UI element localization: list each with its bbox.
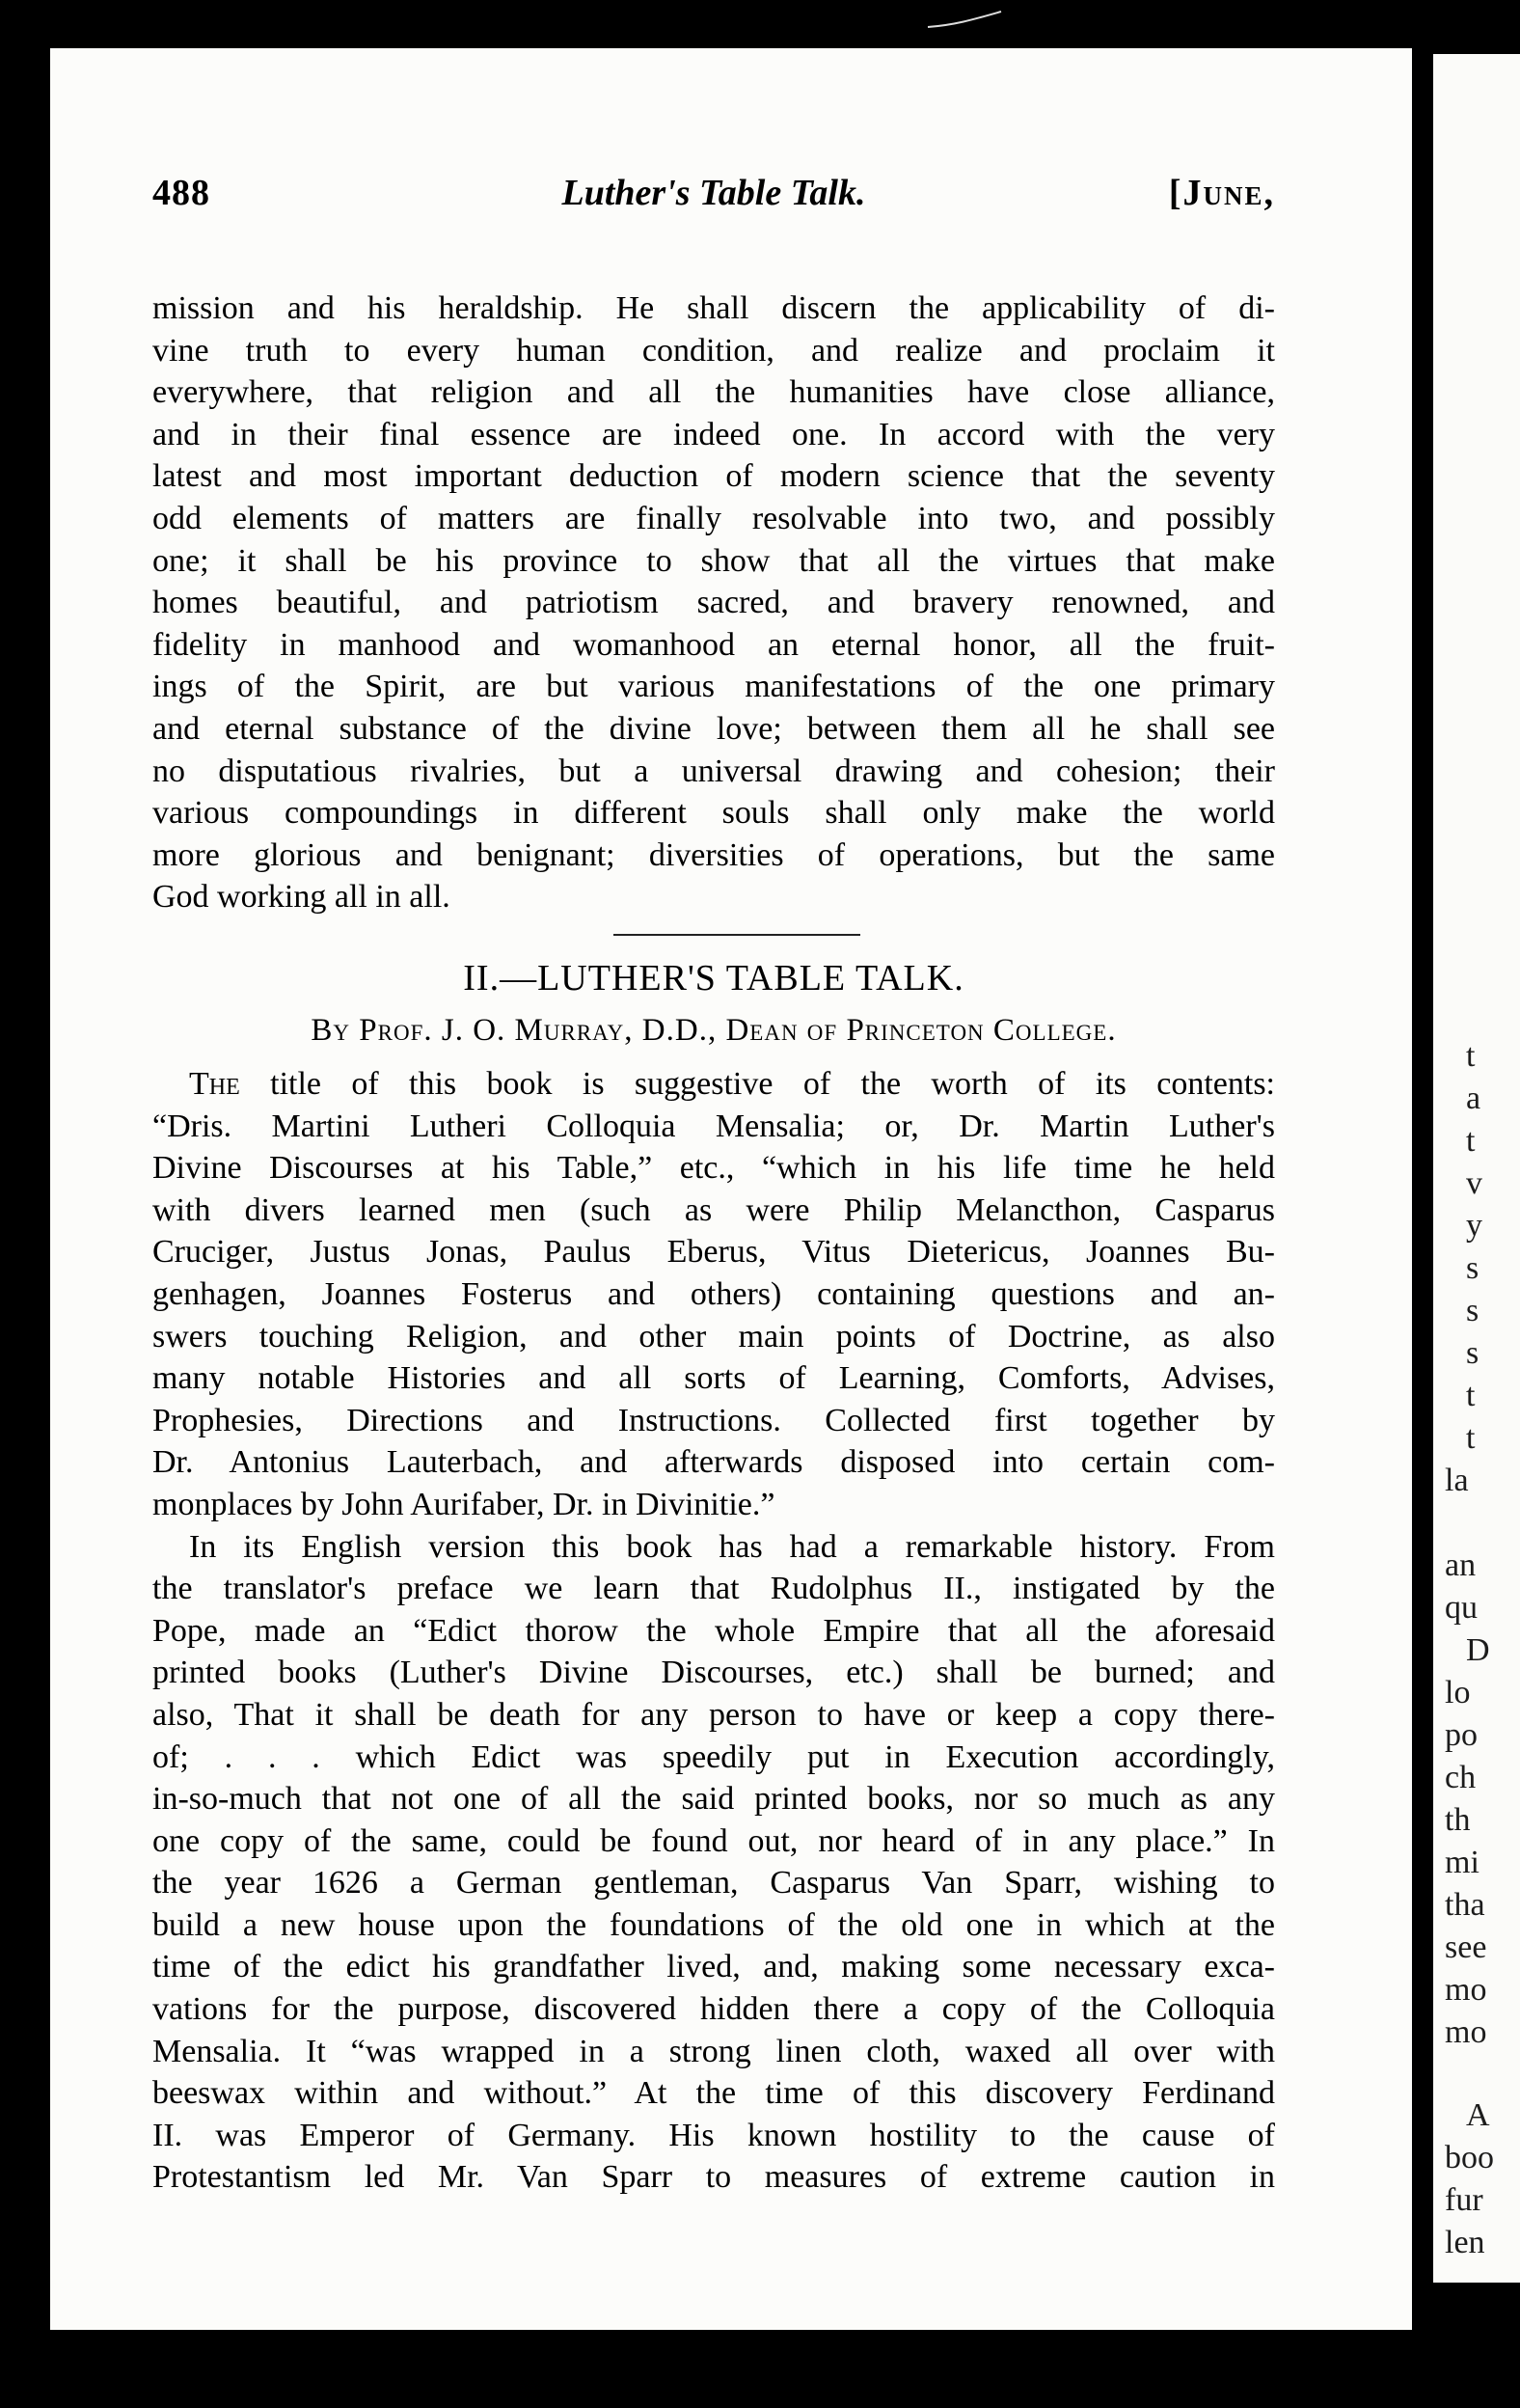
text-line: homes beautiful, and patriotism sacred, and bravery renowned, and (152, 585, 1275, 621)
next-page-fragment: po (1445, 1717, 1478, 1753)
next-page-fragment: ch (1445, 1760, 1477, 1795)
running-month: [June, (1168, 173, 1275, 213)
text-line: beeswax within and without.” At the time of this discovery Ferdinand (152, 2075, 1275, 2112)
text-line: Dr. Antonius Lauterbach, and afterwards disposed into certain com- (152, 1444, 1275, 1481)
text-line: everywhere, that religion and all the humanities have close alliance, (152, 374, 1275, 411)
paragraph-1 (152, 287, 1275, 918)
running-title: Luther's Table Talk. (561, 173, 866, 213)
text-line: Mensalia. It “was wrapped in a strong linen cloth, waxed all over with (152, 2033, 1275, 2069)
text-line: ings of the Spirit, are but various manifestations of the one primary (152, 669, 1275, 705)
text-line: Cruciger, Justus Jonas, Paulus Eberus, Vitus Dietericus, Joannes Bu- (152, 1234, 1275, 1271)
next-page-fragment: see (1445, 1929, 1487, 1965)
text-line: and in their final essence are indeed one. In accord with the very (152, 416, 1275, 452)
text-line: Protestantism led Mr. Van Sparr to measures of extreme caution in (152, 2159, 1275, 2196)
text-line: swers touching Religion, and other main points of Doctrine, as also (152, 1318, 1275, 1354)
next-page-fragment: t (1466, 1123, 1476, 1159)
text-line: In its English version this book has had a remarkable history. From (189, 1528, 1275, 1565)
section-title: II.—LUTHER'S TABLE TALK. (463, 958, 964, 999)
text-line: “Dris. Martini Lutheri Colloquia Mensalia; or, Dr. Martin Luther's (152, 1108, 1275, 1144)
text-line: of; . . . which Edict was speedily put in Execution accordingly, (152, 1738, 1275, 1775)
next-page-fragment: A (1466, 2097, 1490, 2133)
next-page-fragment: tha (1445, 1887, 1485, 1923)
paragraph-2-first-line (152, 1063, 1275, 1106)
text-line: odd elements of matters are finally resolvable into two, and possibly (152, 500, 1275, 536)
next-page-fragment: s (1466, 1250, 1479, 1286)
text-line: Prophesies, Directions and Instructions. Collected first together by (152, 1402, 1275, 1438)
next-page-fragment: boo (1445, 2140, 1494, 2175)
next-page-fragment: y (1466, 1208, 1482, 1244)
next-page-edge (1433, 54, 1520, 2283)
first-line-rest: title of this book is suggestive of the worth of its contents: (239, 1066, 1275, 1102)
text-line: and eternal substance of the divine love; between them all he shall see (152, 710, 1275, 747)
next-page-fragment: th (1445, 1802, 1471, 1838)
text-line: Pope, made an “Edict thorow the whole Empire that all the aforesaid (152, 1612, 1275, 1649)
text-line: the translator's preface we learn that Rudolphus II., instigated by the (152, 1571, 1275, 1607)
text-line: in-so-much that not one of all the said printed books, nor so much as any (152, 1781, 1275, 1818)
next-page-fragment: fur (1445, 2182, 1483, 2218)
text-line: one copy of the same, could be found out, nor heard of in any place.” In (152, 1822, 1275, 1859)
text-line: God working all in all. (152, 879, 450, 916)
page-header (152, 172, 1275, 230)
text-line: Divine Discourses at his Table,” etc., “which in his life time he held (152, 1150, 1275, 1187)
next-page-fragment: t (1466, 1378, 1476, 1413)
text-line: mission and his heraldship. He shall discern the applicability of di- (152, 290, 1275, 326)
section-byline: By Prof. J. O. Murray, D.D., Dean of Princeton College. (311, 1013, 1117, 1048)
text-line: various compoundings in different souls shall only make the world (152, 795, 1275, 832)
next-page-fragment: len (1445, 2225, 1485, 2260)
text-line: printed books (Luther's Divine Discourses, etc.) shall be burned; and (152, 1655, 1275, 1691)
page-number: 488 (152, 173, 210, 213)
text-line: many notable Histories and all sorts of Learning, Comforts, Advises, (152, 1360, 1275, 1397)
text-line: more glorious and benignant; diversities of operations, but the same (152, 836, 1275, 873)
next-page-fragment: la (1445, 1463, 1469, 1498)
next-page-fragment: mi (1445, 1845, 1479, 1880)
next-page-fragment: t (1466, 1038, 1476, 1074)
text-line: II. was Emperor of Germany. His known hostility to the cause of (152, 2117, 1275, 2153)
next-page-fragment: s (1466, 1293, 1479, 1328)
next-page-fragment: qu (1445, 1590, 1478, 1626)
text-line: no disputatious rivalries, but a universal drawing and cohesion; their (152, 752, 1275, 789)
section-divider-rule (613, 934, 860, 936)
text-line: the year 1626 a German gentleman, Casparus Van Sparr, wishing to (152, 1865, 1275, 1902)
next-page-fragment: t (1466, 1420, 1476, 1456)
text-line: with divers learned men (such as were Philip Melancthon, Casparus (152, 1191, 1275, 1228)
text-line: time of the edict his grandfather lived, and, making some necessary exca- (152, 1949, 1275, 1985)
text-line: monplaces by John Aurifaber, Dr. in Divinitie.” (152, 1486, 775, 1522)
text-line: one; it shall be his province to show that all the virtues that make (152, 542, 1275, 579)
next-page-fragment: mo (1445, 2014, 1487, 2050)
text-line: build a new house upon the foundations of the old one in which at the (152, 1906, 1275, 1943)
text-line: vations for the purpose, discovered hidden there a copy of the Colloquia (152, 1991, 1275, 2028)
paragraph-2-and-3 (152, 1063, 1275, 2199)
text-line: vine truth to every human condition, and realize and proclaim it (152, 332, 1275, 369)
next-page-fragment: s (1466, 1335, 1479, 1371)
next-page-fragment: D (1466, 1632, 1490, 1668)
text-line: latest and most important deduction of modern science that the seventy (152, 458, 1275, 495)
text-line: also, That it shall be death for any person to have or keep a copy there- (152, 1696, 1275, 1733)
lead-word: The (189, 1066, 240, 1102)
next-page-fragment: an (1445, 1547, 1477, 1583)
next-page-fragment: a (1466, 1081, 1481, 1116)
next-page-fragment: v (1466, 1165, 1482, 1201)
text-line: genhagen, Joannes Fosterus and others) containing questions and an- (152, 1275, 1275, 1312)
next-page-fragment: lo (1445, 1675, 1471, 1710)
text-line: fidelity in manhood and womanhood an eternal honor, all the fruit- (152, 626, 1275, 663)
next-page-fragment: mo (1445, 1972, 1487, 2008)
page-crease-mark (926, 10, 1003, 31)
